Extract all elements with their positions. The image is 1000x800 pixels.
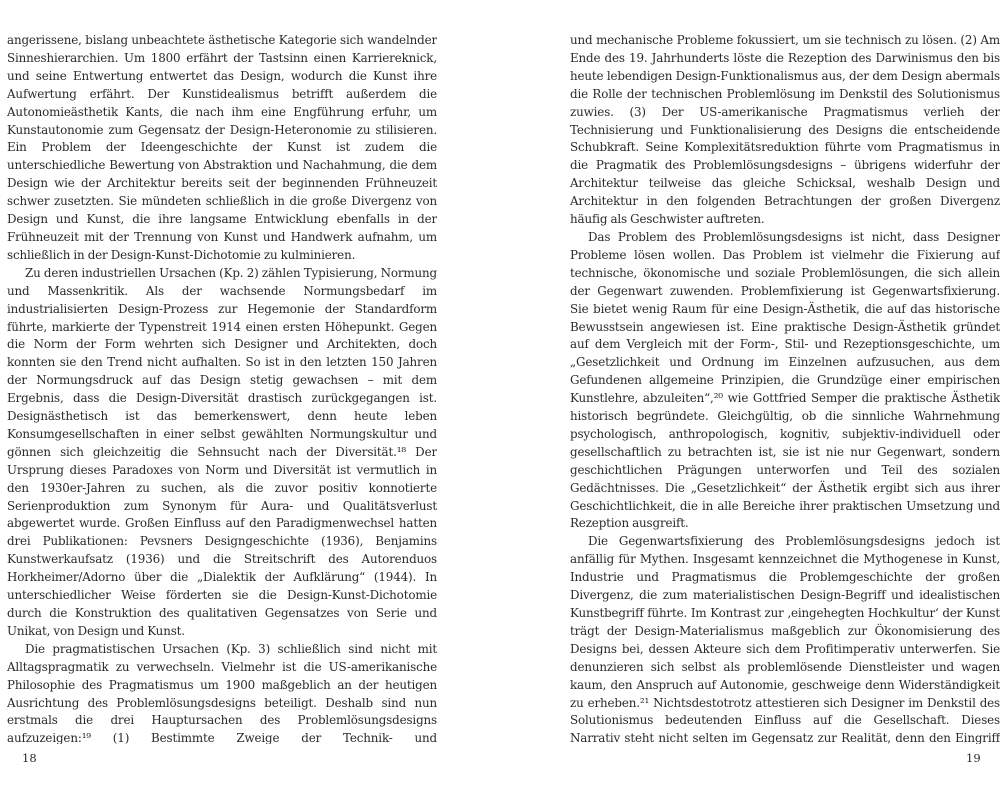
paragraph-pragmatist-causes: Die pragmatistischen Ursachen (Kp. 3) schließlich sind nicht mit Alltagspragmatik zu verwechseln. Vielmehr ist die US-amerikanische Philosophie des Pragmatismus um 1900 maßgeblich an der heutigen Ausrichtung des Problemlösungsdesigns beteiligt. Deshalb sind nun erstmals die drei Hauptursachen des Problemlösungsdesigns aufzuzeigen:¹⁹ (1) Bestimmte Zweige der Technik- und xyxy=(7,641,437,744)
paragraph-problem-solving-design: Das Problem des Problemlösungsdesigns ist nicht, dass Designer Probleme lösen wollen. Das Problem ist vielmehr die Fixierung auf technische, ökonomische und soziale Problemlösungen, die sich allein der Gegenwart zuwenden. Problemfixierung ist Gegenwartsfixierung. Sie bietet wenig Raum für eine Design-Ästhetik, die auf das historische Bewusstsein angewiesen ist. Eine praktische Design-Ästhetik gründet auf dem Vergleich mit der Form-, Stil- und Rezeptionsgeschichte, um „Gesetzlichkeit und Ordnung im Einzelnen aufzusuchen, aus dem Gefundenen allgemeine Prinzipien, die Grundzüge einer empirischen Kunstlehre, abzuleiten“,²⁰ wie Gottfried Semper die praktische Ästhetik historisch begründete. Gleichgültig, ob die sinnliche Wahrnehmung psychologisch, anthropologisch, kognitiv, subjektiv-individuell oder gesellschaftlich zu betrachten ist, sie ist nie nur Gegenwart, sondern geschichtlichen Prägungen unterworfen und Teil des sozialen Gedächtnisses. Die „Gesetzlichkeit“ der Ästhetik ergibt sich aus ihrer Geschichtlichkeit, die in alle Bereiche ihrer praktischen Umsetzung und Rezeption ausgreift. xyxy=(570,229,1000,531)
page-number-right: 19 xyxy=(966,751,981,765)
right-page xyxy=(570,32,1000,744)
paragraph-continuation: angerissene, bislang unbeachtete ästhetische Kategorie sich wandelnder Sinneshierarchien. Um 1800 erfährt der Tastsinn einen Karriereknick, und seine Entwertung entwertet das Design, wodurch die Kunst ihre Aufwertung erfährt. Der Kunstidealismus betrifft außerdem die Autonomieästhetik Kants, die nach ihm eine Engführung erfuhr, um Kunstautonomie zum Gegensatz der Design-Heteronomie zu stilisieren. Ein Problem der Ideengeschichte der Kunst ist zudem die unterschiedliche Bewertung von Abstraktion und Nachahmung, die dem Design wie der Architektur bereits seit der beginnenden Frühneuzeit schwer zusetzten. Sie mündeten schließlich in die große Divergenz von Design und Kunst, die ihre langsame Entwicklung ebenfalls in der Frühneuzeit mit der Trennung von Kunst und Handwerk aufnahm, um schließlich in der Design-Kunst-Dichotomie zu kulminieren. xyxy=(7,33,437,262)
page-number-left: 18 xyxy=(22,751,37,765)
left-page xyxy=(7,32,437,744)
paragraph-continuation: und mechanische Probleme fokussiert, um sie technisch zu lösen. (2) Am Ende des 19. Jahrhunderts löste die Rezeption des Darwinismus den bis heute lebendigen Design-Funktionalismus aus, der dem Design abermals die Rolle der technischen Problemlösung im Denkstil des Solutionismus zuwies. (3) Der US-amerikanische Pragmatismus verlieh der Technisierung und Funktionalisierung des Designs die entscheidende Schubkraft. Seine Komplexitätsreduktion führte vom Pragmatismus in die Pragmatik des Problemlösungsdesigns – übrigens widerfuhr der Architektur teilweise das gleiche Schicksal, weshalb Design und Architektur in den folgenden Betrachtungen der großen Divergenz häufig als Geschwister auftreten. xyxy=(570,33,1000,227)
paragraph-present-fixation: Die Gegenwartsfixierung des Problemlösungsdesigns jedoch ist anfällig für Mythen. Insgesamt kennzeichnet die Mythogenese in Kunst, Industrie und Pragmatismus die Problemgeschichte der großen Divergenz, die zum materialistischen Design-Begriff und idealistischen Kunstbegriff führte. Im Kontrast zur ‚eingehegten Hochkultur‘ der Kunst trägt der Design-Materialismus maßgeblich zur Ökonomisierung des Designs bei, dessen Akteure sich dem Profitimperativ unterwerfen. Sie denunzieren sich selbst als problemlösende Dienstleister und wagen kaum, den Anspruch auf Autonomie, geschweige denn Widerständigkeit zu erheben.²¹ Nichtsdestotrotz attestieren sich Designer im Denkstil des Solutionismus bedeutenden Einfluss auf die Gesellschaft. Dieses Narrativ steht nicht selten im Gegensatz zur Realität, denn den Eingriff xyxy=(570,534,1000,744)
paragraph-industrial-causes: Zu deren industriellen Ursachen (Kp. 2) zählen Typisierung, Normung und Massenkritik. Als der wachsende Normungsbedarf im industrialisierten Design-Prozess zur Hegemonie der Standardform führte, markierte der Typenstreit 1914 einen ersten Höhepunkt. Gegen die Norm der Form wehrten sich Designer und Architekten, doch konnten sie den Trend nicht aufhalten. So ist in den letzten 150 Jahren der Normungsdruck auf das Design stetig gewachsen – mit dem Ergebnis, dass die Design-Diversität drastisch zurückgegangen ist. Designästhetisch ist das bemerkenswert, denn heute leben Konsumgesellschaften in einer selbst gewählten Normungskultur und gönnen sich gleichzeitig die Sehnsucht nach der Diversität.¹⁸ Der Ursprung dieses Paradoxes von Norm und Diversität ist vermutlich in den 1930er-Jahren zu suchen, als die zuvor positiv konnotierte Serienproduktion zum Synonym für Aura- und Qualitätsverlust abgewertet wurde. Großen Einfluss auf den Paradigmenwechsel hatten drei Publikationen: Pevsners Designgeschichte (1936), Benjamins Kunstwerkaufsatz (1936) und die Streitschrift des Autorenduos Horkheimer/Adorno über die „Dialektik der Aufklärung“ (1944). In unterschiedlicher Weise förderten sie die Design-Kunst-Dichotomie durch die Konstruktion des qualitativen Gegensatzes von Serie und Unikat, von Design und Kunst. xyxy=(7,265,437,638)
